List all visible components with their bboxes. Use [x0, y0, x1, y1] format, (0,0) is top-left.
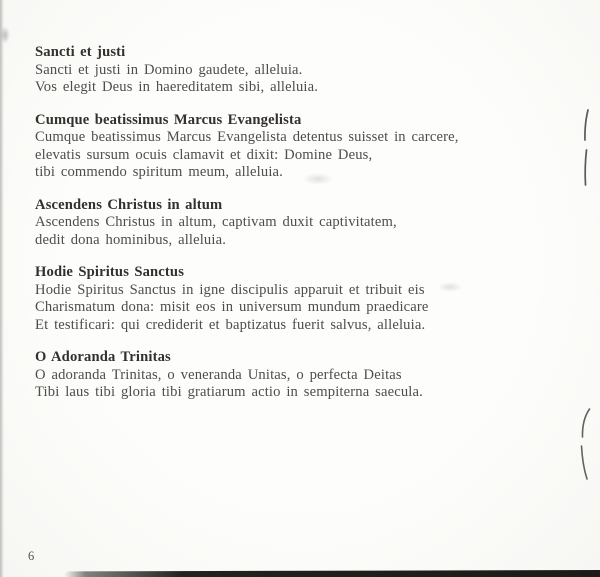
scan-mark-upper-bottom — [585, 150, 586, 185]
lyric-section — [35, 349, 572, 402]
lyric-section — [35, 112, 572, 182]
section-heading: Hodie Spiritus Sanctus — [35, 264, 185, 280]
lyric-line: Vos elegit Deus in haereditatem sibi, alleluia. — [35, 79, 319, 95]
section-heading: Sancti et justi — [35, 44, 126, 60]
page-number: 6 — [28, 549, 35, 563]
bottom-scan-edge — [64, 570, 600, 577]
scan-mark-lower-bottom — [582, 446, 588, 479]
lyric-line: Ascendens Christus in altum, captivam duxit captivitatem, — [35, 214, 397, 230]
section-heading: O Adoranda Trinitas — [35, 349, 171, 365]
lyric-line: Et testificari: qui crediderit et baptizatus fuerit salvus, alleluia. — [35, 316, 426, 333]
lyric-line: elevatis sursum ocuis clamavit et dixit: Domine Deus, — [35, 146, 373, 163]
lyric-section — [35, 197, 572, 250]
lyric-line: Hodie Spiritus Sanctus in igne discipulis apparuit et tribuit eis — [35, 281, 425, 298]
lyric-line: dedit dona hominibus, alleluia. — [35, 231, 227, 248]
section-heading: Cumque beatissimus Marcus Evangelista — [35, 111, 302, 128]
lyric-line: Cumque beatissimus Marcus Evangelista detentus suisset in carcere, — [35, 129, 459, 145]
page-left-edge-shadow — [0, 0, 4, 577]
lyrics-text-block — [35, 44, 572, 417]
lyric-line: tibi commendo spiritum meum, alleluia. — [35, 164, 283, 180]
lyric-line: Charismatum dona: misit eos in universum mundum praedicare — [35, 299, 429, 315]
lyric-line: Sancti et justi in Domino gaudete, alleluia. — [35, 61, 303, 78]
lyric-section — [35, 44, 572, 97]
scan-mark-upper-top — [585, 110, 588, 140]
lyric-line: O adoranda Trinitas, o veneranda Unitas, o perfecta Deitas — [35, 366, 402, 383]
lyric-line: Tibi laus tibi gloria tibi gratiarum actio in sempiterna saecula. — [35, 384, 423, 400]
scan-mark-lower-top — [582, 409, 589, 437]
left-edge-smudge — [0, 26, 10, 44]
section-heading: Ascendens Christus in altum — [35, 196, 223, 213]
lyric-section — [35, 264, 572, 334]
